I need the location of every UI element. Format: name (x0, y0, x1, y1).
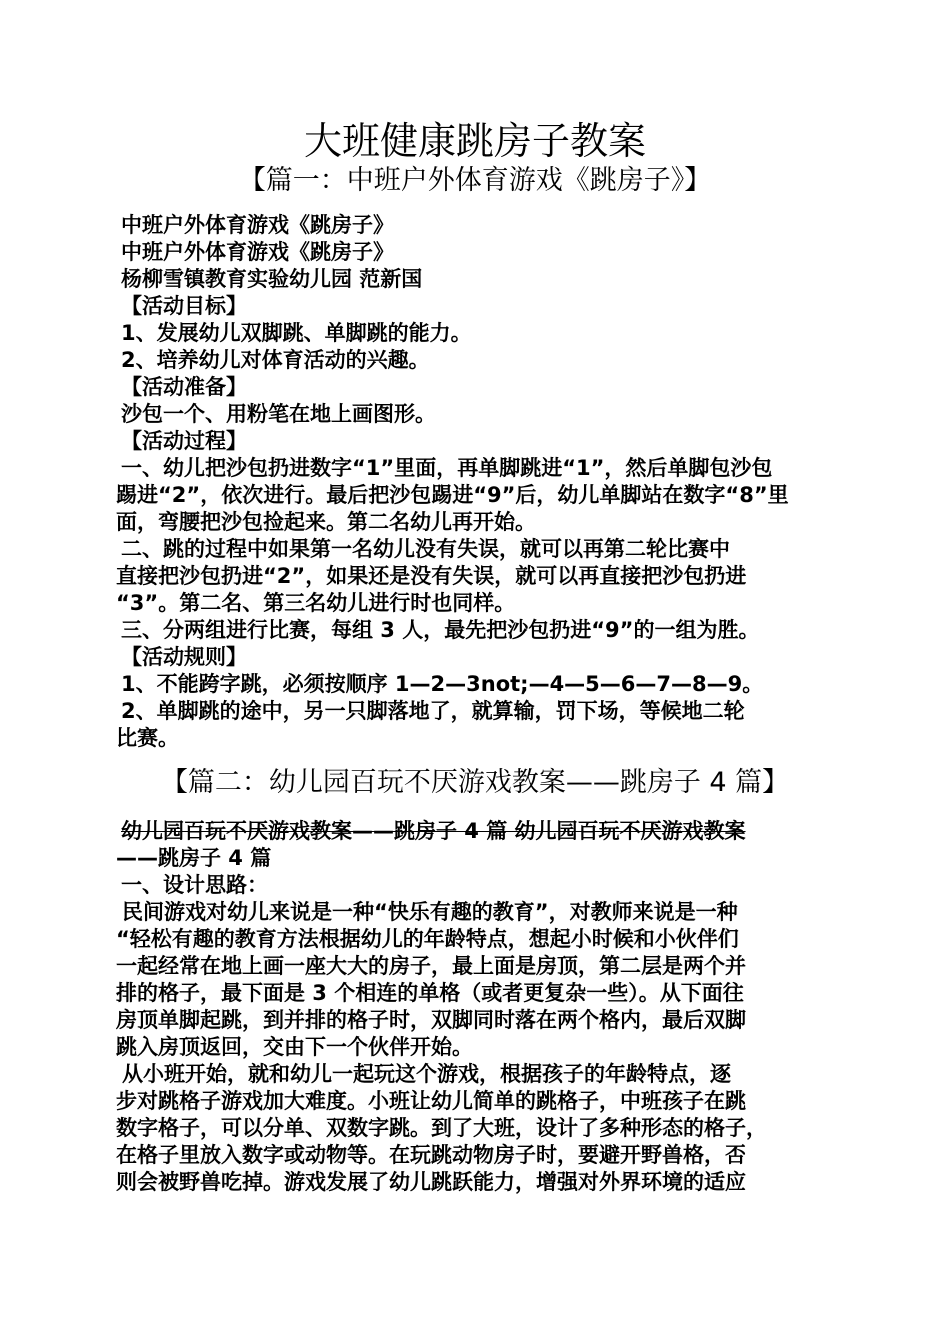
paragraph-line: 比赛。 (116, 726, 179, 750)
paragraph-line: 在格子里放入数字或动物等。在玩跳动物房子时，要避开野兽格，否 (116, 1143, 746, 1167)
section-1-heading: 【篇一：中班户外体育游戏《跳房子》】 (238, 165, 712, 196)
paragraph-line: 民间游戏对幼儿来说是一种“快乐有趣的教育”，对教师来说是一种 (122, 900, 738, 924)
subheading-activity-rules: 【活动规则】 (121, 645, 247, 669)
section-2-heading: 【篇二：幼儿园百玩不厌游戏教案——跳房子 4 篇】 (160, 767, 790, 798)
section-1-body (116, 212, 836, 752)
subheading-activity-process: 【活动过程】 (121, 429, 247, 453)
paragraph-line: “轻松有趣的教育方法根据幼儿的年龄特点，想起小时候和小伙伴们 (116, 927, 739, 951)
paragraph-line: 2、单脚跳的途中，另一只脚落地了，就算输，罚下场，等候地二轮 (121, 699, 745, 723)
paragraph-line: 二、跳的过程中如果第一名幼儿没有失误，就可以再第二轮比赛中 (121, 537, 730, 561)
paragraph-line: 中班户外体育游戏《跳房子》 (121, 240, 394, 264)
paragraph-line: 沙包一个、用粉笔在地上画图形。 (121, 402, 436, 426)
subheading-design-idea: 一、设计思路： (121, 873, 268, 897)
paragraph-line: 房顶单脚起跳，到并排的格子时，双脚同时落在两个格内，最后双脚 (116, 1008, 746, 1032)
paragraph-line: 排的格子，最下面是 3 个相连的单格（或者更复杂一些）。从下面往 (116, 981, 744, 1005)
paragraph-line: 中班户外体育游戏《跳房子》 (121, 213, 394, 237)
paragraph-line: 一起经常在地上画一座大大的房子，最上面是房顶，第二层是两个并 (116, 954, 746, 978)
paragraph-line: ——跳房子 4 篇 (116, 846, 272, 870)
section-2-body (116, 818, 836, 1196)
subheading-activity-preparation: 【活动准备】 (121, 375, 247, 399)
paragraph-line: 2、培养幼儿对体育活动的兴趣。 (121, 348, 430, 372)
paragraph-line: 则会被野兽吃掉。游戏发展了幼儿跳跃能力，增强对外界环境的适应 (116, 1170, 746, 1194)
paragraph-line: 1、发展幼儿双脚跳、单脚跳的能力。 (121, 321, 472, 345)
paragraph-line: 从小班开始，就和幼儿一起玩这个游戏，根据孩子的年龄特点，逐 (122, 1062, 731, 1086)
paragraph-line: 1、不能跨字跳，必须按顺序 1—2—3not;—4—5—6—7—8—9。 (121, 672, 764, 696)
paragraph-line: 面，弯腰把沙包捡起来。第二名幼儿再开始。 (116, 510, 536, 534)
paragraph-line: 杨柳雪镇教育实验幼儿园 范新国 (121, 267, 423, 291)
paragraph-line: 步对跳格子游戏加大难度。小班让幼儿简单的跳格子，中班孩子在跳 (116, 1089, 746, 1113)
paragraph-line: 三、分两组进行比赛，每组 3 人，最先把沙包扔进“9”的一组为胜。 (121, 618, 760, 642)
paragraph-line: 直接把沙包扔进“2”，如果还是没有失误，就可以再直接把沙包扔进 (116, 564, 747, 588)
paragraph-line: 一、幼儿把沙包扔进数字“1”里面，再单脚跳进“1”，然后单脚包沙包 (121, 456, 773, 480)
document-title: 大班健康跳房子教案 (303, 119, 646, 163)
paragraph-line: 数字格子，可以分单、双数字跳。到了大班，设计了多种形态的格子， (116, 1116, 767, 1140)
subheading-activity-goals: 【活动目标】 (121, 294, 247, 318)
paragraph-line: 幼儿园百玩不厌游戏教案——跳房子 4 篇 幼儿园百玩不厌游戏教案 (121, 819, 746, 843)
paragraph-line: 跳入房顶返回，交由下一个伙伴开始。 (116, 1035, 473, 1059)
paragraph-line: “3”。第二名、第三名幼儿进行时也同样。 (116, 591, 516, 615)
paragraph-line: 踢进“2”，依次进行。最后把沙包踢进“9”后，幼儿单脚站在数字“8”里 (116, 483, 789, 507)
